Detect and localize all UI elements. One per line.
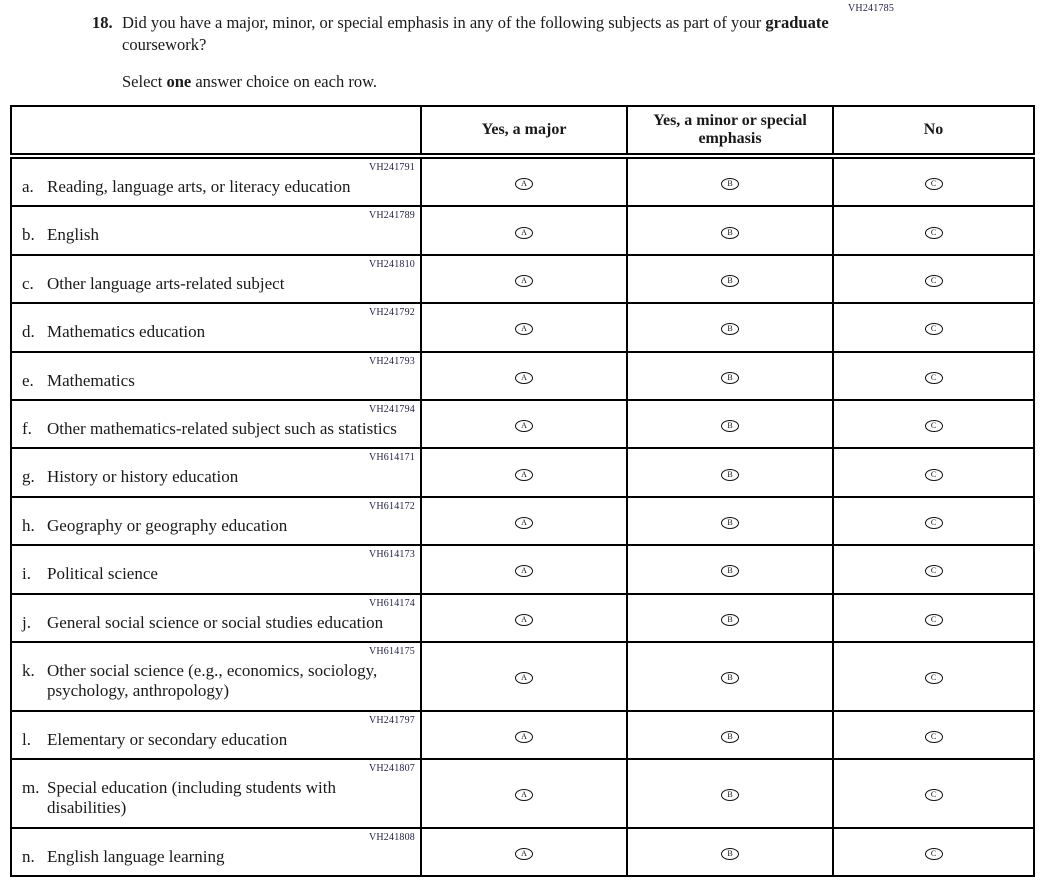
row-letter: j. (22, 612, 31, 632)
answer-bubble-b[interactable]: B (721, 789, 739, 801)
answer-bubble-a[interactable]: A (515, 469, 533, 481)
answer-cell-yes-major (421, 156, 627, 206)
row-letter: b. (22, 225, 35, 245)
answer-bubble-b[interactable]: B (721, 848, 739, 860)
answer-bubble-c[interactable]: C (925, 372, 943, 384)
table-row (11, 497, 1034, 545)
instruction-post: answer choice on each row. (191, 71, 378, 91)
row-code: VH241793 (368, 355, 415, 367)
answer-cell-yes-minor (627, 206, 833, 254)
answer-cell-no (833, 255, 1034, 303)
answer-bubble-b[interactable]: B (721, 420, 739, 432)
answer-cell-no (833, 303, 1034, 351)
row-label-cell (11, 545, 421, 593)
row-code: VH241794 (368, 403, 415, 415)
table-row (11, 156, 1034, 206)
answer-cell-yes-major (421, 594, 627, 642)
answer-cell-yes-minor (627, 303, 833, 351)
answer-bubble-b[interactable]: B (721, 469, 739, 481)
answer-bubble-c[interactable]: C (925, 731, 943, 743)
answer-cell-yes-major (421, 828, 627, 876)
answer-bubble-c[interactable]: C (925, 614, 943, 626)
row-label: General social science or social studies education (47, 612, 384, 632)
answer-bubble-c[interactable]: C (925, 420, 943, 432)
table-row (11, 206, 1034, 254)
answer-bubble-a[interactable]: A (515, 731, 533, 743)
answer-bubble-a[interactable]: A (515, 420, 533, 432)
row-letter: e. (22, 370, 34, 390)
column-header-yes-major: Yes, a major (421, 106, 627, 156)
subject-table (10, 105, 1035, 877)
answer-bubble-b[interactable]: B (721, 614, 739, 626)
row-label: Elementary or secondary education (47, 729, 288, 749)
row-letter: l. (22, 729, 31, 749)
answer-bubble-b[interactable]: B (721, 372, 739, 384)
answer-bubble-c[interactable]: C (925, 275, 943, 287)
answer-cell-no (833, 400, 1034, 448)
row-label-cell (11, 497, 421, 545)
answer-cell-yes-minor (627, 711, 833, 759)
answer-cell-yes-minor (627, 594, 833, 642)
row-letter: c. (22, 273, 34, 293)
table-row (11, 594, 1034, 642)
table-row (11, 545, 1034, 593)
row-code: VH241797 (368, 714, 415, 726)
answer-cell-yes-major (421, 303, 627, 351)
answer-bubble-a[interactable]: A (515, 372, 533, 384)
table-row (11, 711, 1034, 759)
answer-bubble-c[interactable]: C (925, 789, 943, 801)
table-row (11, 255, 1034, 303)
answer-cell-no (833, 497, 1034, 545)
answer-cell-no (833, 642, 1034, 711)
answer-cell-yes-major (421, 255, 627, 303)
row-letter: d. (22, 322, 35, 342)
row-letter: n. (22, 846, 35, 866)
answer-cell-yes-major (421, 206, 627, 254)
row-label: Reading, language arts, or literacy education (47, 177, 351, 196)
answer-cell-yes-major (421, 545, 627, 593)
row-code: VH241808 (368, 831, 415, 843)
row-code: VH241792 (368, 307, 415, 319)
table-row (11, 759, 1034, 828)
answer-cell-yes-major (421, 497, 627, 545)
row-letter: f. (22, 418, 32, 438)
answer-bubble-a[interactable]: A (515, 848, 533, 860)
row-code: VH614173 (368, 549, 415, 561)
answer-bubble-c[interactable]: C (925, 565, 943, 577)
row-label: Geography or geography education (47, 515, 288, 535)
row-code: VH241807 (368, 763, 415, 775)
question-number: 18. (92, 13, 113, 32)
answer-bubble-b[interactable]: B (721, 731, 739, 743)
answer-bubble-a[interactable]: A (515, 565, 533, 577)
answer-cell-yes-minor (627, 352, 833, 400)
answer-cell-yes-major (421, 642, 627, 711)
answer-bubble-b[interactable]: B (721, 517, 739, 529)
table-row (11, 828, 1034, 876)
answer-bubble-a[interactable]: A (515, 178, 533, 190)
row-label-cell (11, 303, 421, 351)
answer-cell-yes-minor (627, 642, 833, 711)
answer-bubble-a[interactable]: A (515, 614, 533, 626)
answer-bubble-a[interactable]: A (515, 672, 533, 684)
header-row (11, 106, 1034, 156)
row-label: Other language arts-related subject (47, 273, 285, 293)
question-block (92, 12, 832, 92)
question-text-post: coursework? (122, 35, 207, 55)
answer-cell-no (833, 759, 1034, 828)
answer-cell-no (833, 594, 1034, 642)
row-label: History or history education (47, 467, 239, 487)
row-label: Mathematics education (47, 322, 206, 342)
row-letter: k. (22, 660, 35, 680)
answer-cell-no (833, 448, 1034, 496)
answer-cell-yes-major (421, 759, 627, 828)
answer-cell-yes-major (421, 400, 627, 448)
row-label-cell (11, 594, 421, 642)
answer-cell-yes-minor (627, 156, 833, 206)
answer-bubble-b[interactable]: B (721, 227, 739, 239)
table-row (11, 642, 1034, 711)
answer-cell-yes-minor (627, 448, 833, 496)
instruction-pre: Select (122, 71, 167, 91)
row-letter: a. (22, 177, 34, 196)
answer-cell-no (833, 352, 1034, 400)
table-row (11, 448, 1034, 496)
answer-bubble-c[interactable]: C (925, 178, 943, 190)
answer-cell-yes-major (421, 711, 627, 759)
answer-bubble-c[interactable]: C (925, 323, 943, 335)
answer-cell-yes-minor (627, 497, 833, 545)
question-text (122, 12, 832, 57)
answer-bubble-b[interactable]: B (721, 275, 739, 287)
row-letter: m. (22, 778, 40, 798)
answer-bubble-b[interactable]: B (721, 672, 739, 684)
answer-bubble-a[interactable]: A (515, 323, 533, 335)
row-label-cell (11, 352, 421, 400)
answer-bubble-b[interactable]: B (721, 178, 739, 190)
row-label-cell (11, 206, 421, 254)
row-label: Other social science (e.g., economics, sociology, psychology, anthropology) (47, 660, 378, 701)
row-letter: h. (22, 515, 35, 535)
answer-cell-yes-minor (627, 255, 833, 303)
row-code: VH614174 (368, 597, 415, 609)
row-letter: g. (22, 467, 35, 487)
answer-cell-no (833, 545, 1034, 593)
form-code: VH241785 (848, 3, 895, 14)
row-letter: i. (22, 564, 31, 584)
row-code: VH614175 (368, 645, 415, 657)
row-label-cell (11, 642, 421, 711)
answer-bubble-b[interactable]: B (721, 323, 739, 335)
answer-bubble-a[interactable]: A (515, 227, 533, 239)
row-label: Mathematics (47, 370, 135, 390)
answer-cell-yes-minor (627, 545, 833, 593)
row-label: Political science (47, 564, 158, 584)
answer-bubble-c[interactable]: C (925, 517, 943, 529)
row-label-cell (11, 156, 421, 206)
answer-cell-no (833, 828, 1034, 876)
answer-cell-no (833, 711, 1034, 759)
answer-cell-yes-minor (627, 828, 833, 876)
row-label-cell (11, 255, 421, 303)
instruction-bold: one (166, 71, 192, 91)
column-header-no: No (833, 106, 1034, 156)
row-code: VH241791 (368, 162, 415, 173)
row-code: VH614171 (368, 452, 415, 464)
answer-bubble-a[interactable]: A (515, 517, 533, 529)
row-label: English language learning (47, 846, 225, 866)
row-code: VH241789 (368, 210, 415, 222)
answer-cell-yes-minor (627, 759, 833, 828)
answer-bubble-c[interactable]: C (925, 672, 943, 684)
question-instruction (122, 71, 832, 92)
answer-cell-no (833, 206, 1034, 254)
answer-bubble-c[interactable]: C (925, 848, 943, 860)
row-label: Other mathematics-related subject such as statistics (47, 418, 397, 438)
answer-cell-no (833, 156, 1034, 206)
row-label: English (47, 225, 99, 245)
column-header-yes-minor: Yes, a minor or special emphasis (627, 106, 833, 156)
row-label-cell (11, 448, 421, 496)
row-label-cell (11, 828, 421, 876)
row-label-cell (11, 711, 421, 759)
row-label-cell (11, 400, 421, 448)
question-text-pre: Did you have a major, minor, or special emphasis in any of the following subjects as part of your (122, 13, 766, 32)
row-code: VH614172 (368, 500, 415, 512)
subject-table-body (11, 156, 1034, 876)
table-row (11, 400, 1034, 448)
answer-bubble-c[interactable]: C (925, 469, 943, 481)
answer-bubble-c[interactable]: C (925, 227, 943, 239)
row-label: Special education (including students with disabilities) (47, 778, 336, 818)
answer-cell-yes-major (421, 352, 627, 400)
table-row (11, 303, 1034, 351)
row-label-cell (11, 759, 421, 828)
answer-cell-yes-major (421, 448, 627, 496)
question-text-bold: graduate (765, 13, 829, 32)
answer-bubble-a[interactable]: A (515, 789, 533, 801)
table-row (11, 352, 1034, 400)
row-code: VH241810 (368, 258, 415, 270)
answer-bubble-a[interactable]: A (515, 275, 533, 287)
answer-cell-yes-minor (627, 400, 833, 448)
corner-header-cell (11, 106, 421, 156)
answer-bubble-b[interactable]: B (721, 565, 739, 577)
